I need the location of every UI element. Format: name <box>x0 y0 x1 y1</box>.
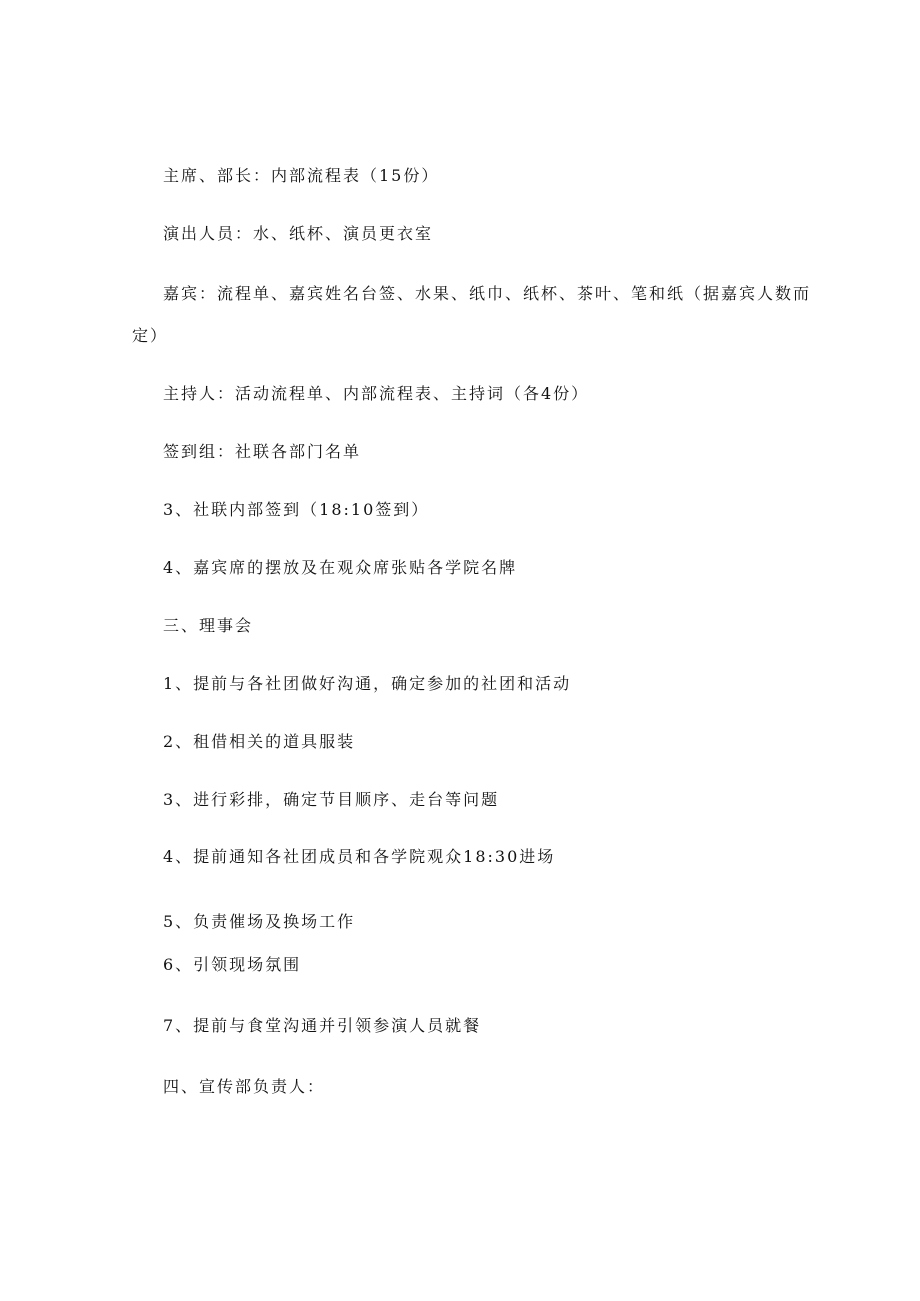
text-line-host-materials: 主持人：活动流程单、内部流程表、主持词（各4份） <box>163 384 590 403</box>
section-heading-publicity: 四、宣传部负责人： <box>163 1077 326 1096</box>
text-line-council-item-6: 6、引领现场氛围 <box>163 955 302 974</box>
text-line-signin-group: 签到组：社联各部门名单 <box>163 442 362 461</box>
text-line-guest-materials-continued: 定） <box>132 326 169 345</box>
text-line-council-item-1: 1、提前与各社团做好沟通，确定参加的社团和活动 <box>163 674 572 693</box>
text-line-guest-materials: 嘉宾：流程单、嘉宾姓名台签、水果、纸巾、纸杯、茶叶、笔和纸（据嘉宾人数而 <box>163 284 812 303</box>
text-line-council-item-7: 7、提前与食堂沟通并引领参演人员就餐 <box>163 1016 482 1035</box>
text-line-performer-materials: 演出人员：水、纸杯、演员更衣室 <box>163 224 434 243</box>
text-line-chair-materials: 主席、部长：内部流程表（15份） <box>163 166 440 185</box>
text-line-council-item-4: 4、提前通知各社团成员和各学院观众18:30进场 <box>163 847 556 866</box>
section-heading-council: 三、理事会 <box>163 616 254 635</box>
text-line-item-4-seating: 4、嘉宾席的摆放及在观众席张贴各学院名牌 <box>163 558 518 577</box>
text-line-council-item-2: 2、租借相关的道具服装 <box>163 732 356 751</box>
text-line-council-item-3: 3、进行彩排，确定节目顺序、走台等问题 <box>163 790 500 809</box>
text-line-item-3-signin: 3、社联内部签到（18:10签到） <box>163 500 430 519</box>
text-line-council-item-5: 5、负责催场及换场工作 <box>163 912 356 931</box>
